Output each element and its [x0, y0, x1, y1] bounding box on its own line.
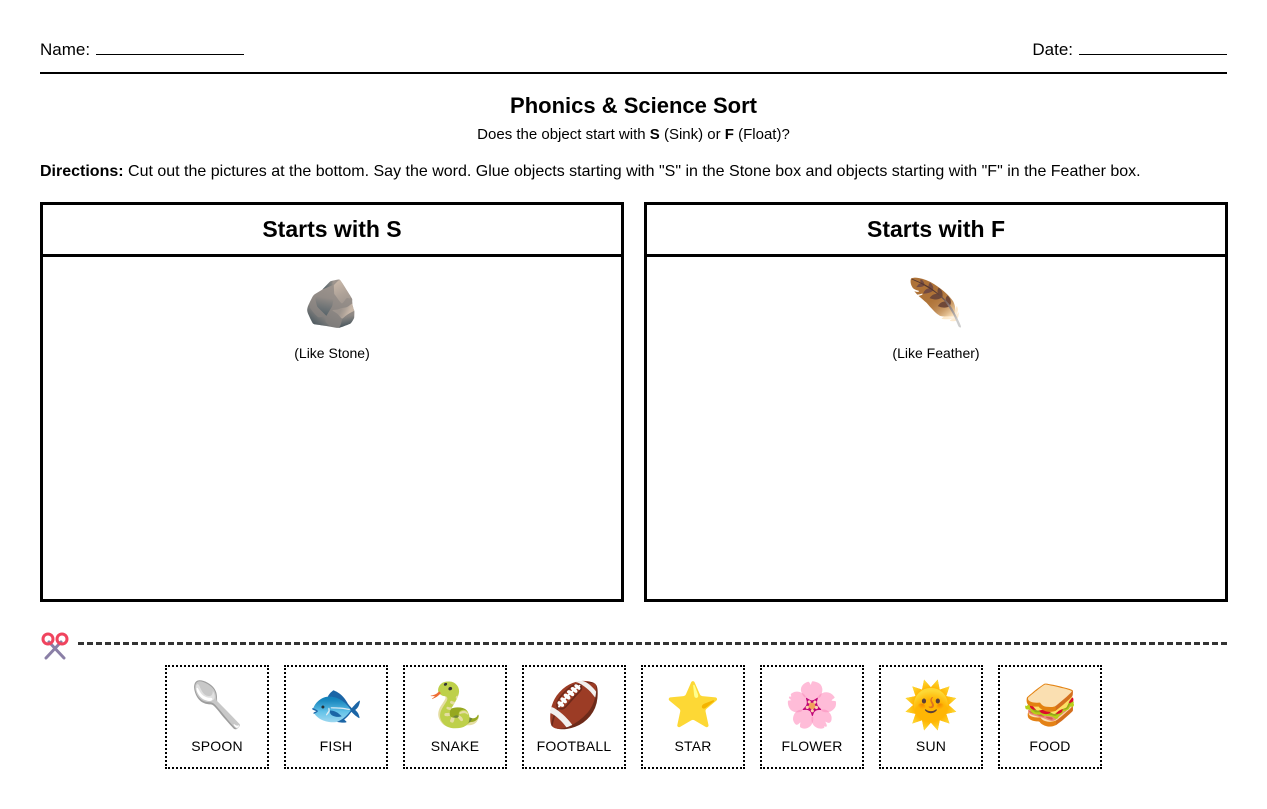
snake-icon: 🐍 [427, 681, 483, 730]
sort-box-f-title: Starts with F [647, 205, 1225, 257]
cutout-card-star[interactable] [641, 665, 745, 769]
name-field[interactable] [40, 40, 244, 60]
cutout-cards [165, 665, 1102, 769]
directions-text: Cut out the pictures at the bottom. Say the word. Glue objects starting with "S" in the Stone box and objects starting with "F" in the Feather box. [123, 163, 1141, 180]
dashed-cut-guide [78, 642, 1227, 645]
directions-label: Directions: [40, 163, 124, 180]
subtitle-s-letter: S [649, 126, 660, 143]
cut-line [40, 630, 1227, 656]
football-icon: 🏈 [546, 681, 602, 730]
sort-box-s-title: Starts with S [43, 205, 621, 257]
card-label: SPOON [191, 738, 243, 754]
cutout-card-sun[interactable] [879, 665, 983, 769]
cutout-card-flower[interactable] [760, 665, 864, 769]
fish-icon: 🐟 [308, 681, 364, 730]
name-blank-line[interactable] [96, 40, 244, 55]
card-label: FLOWER [781, 738, 843, 754]
date-blank-line[interactable] [1079, 40, 1227, 55]
card-label: FOOTBALL [536, 738, 612, 754]
date-field[interactable] [1032, 40, 1227, 60]
cutout-card-spoon[interactable] [165, 665, 269, 769]
sort-box-s-example [43, 277, 621, 361]
sandwich-icon: 🥪 [1022, 681, 1078, 730]
cutout-card-football[interactable] [522, 665, 626, 769]
star-icon: ⭐ [665, 681, 721, 730]
sort-box-f-caption: (Like Feather) [892, 345, 980, 361]
subtitle-f-letter: F [724, 126, 734, 143]
card-label: FOOD [1029, 738, 1071, 754]
name-date-header [40, 38, 1227, 74]
subtitle-f-hint: (Float)? [733, 126, 790, 143]
scissors-icon [40, 630, 70, 660]
feather-icon: 🪶 [907, 277, 965, 329]
card-label: SNAKE [430, 738, 480, 754]
flower-icon: 🌸 [784, 681, 840, 730]
worksheet-title: Phonics & Science Sort [510, 93, 757, 118]
cutout-card-fish[interactable] [284, 665, 388, 769]
card-label: FISH [319, 738, 353, 754]
sort-box-f[interactable] [644, 202, 1228, 602]
worksheet-subtitle [0, 126, 1267, 143]
card-label: SUN [915, 738, 947, 754]
cutout-card-snake[interactable] [403, 665, 507, 769]
name-label: Name: [40, 40, 91, 59]
date-label: Date: [1032, 40, 1073, 59]
spoon-icon: 🥄 [189, 681, 245, 730]
subtitle-prefix: Does the object start with [477, 126, 650, 143]
rock-icon: 🪨 [303, 277, 361, 329]
sort-box-s-caption: (Like Stone) [294, 345, 370, 361]
subtitle-s-hint: (Sink) or [659, 126, 725, 143]
cutout-card-food[interactable] [998, 665, 1102, 769]
sort-box-s[interactable] [40, 202, 624, 602]
card-label: STAR [674, 738, 712, 754]
sort-box-f-example [647, 277, 1225, 361]
directions [40, 163, 1141, 181]
sun-icon: 🌞 [903, 681, 959, 730]
